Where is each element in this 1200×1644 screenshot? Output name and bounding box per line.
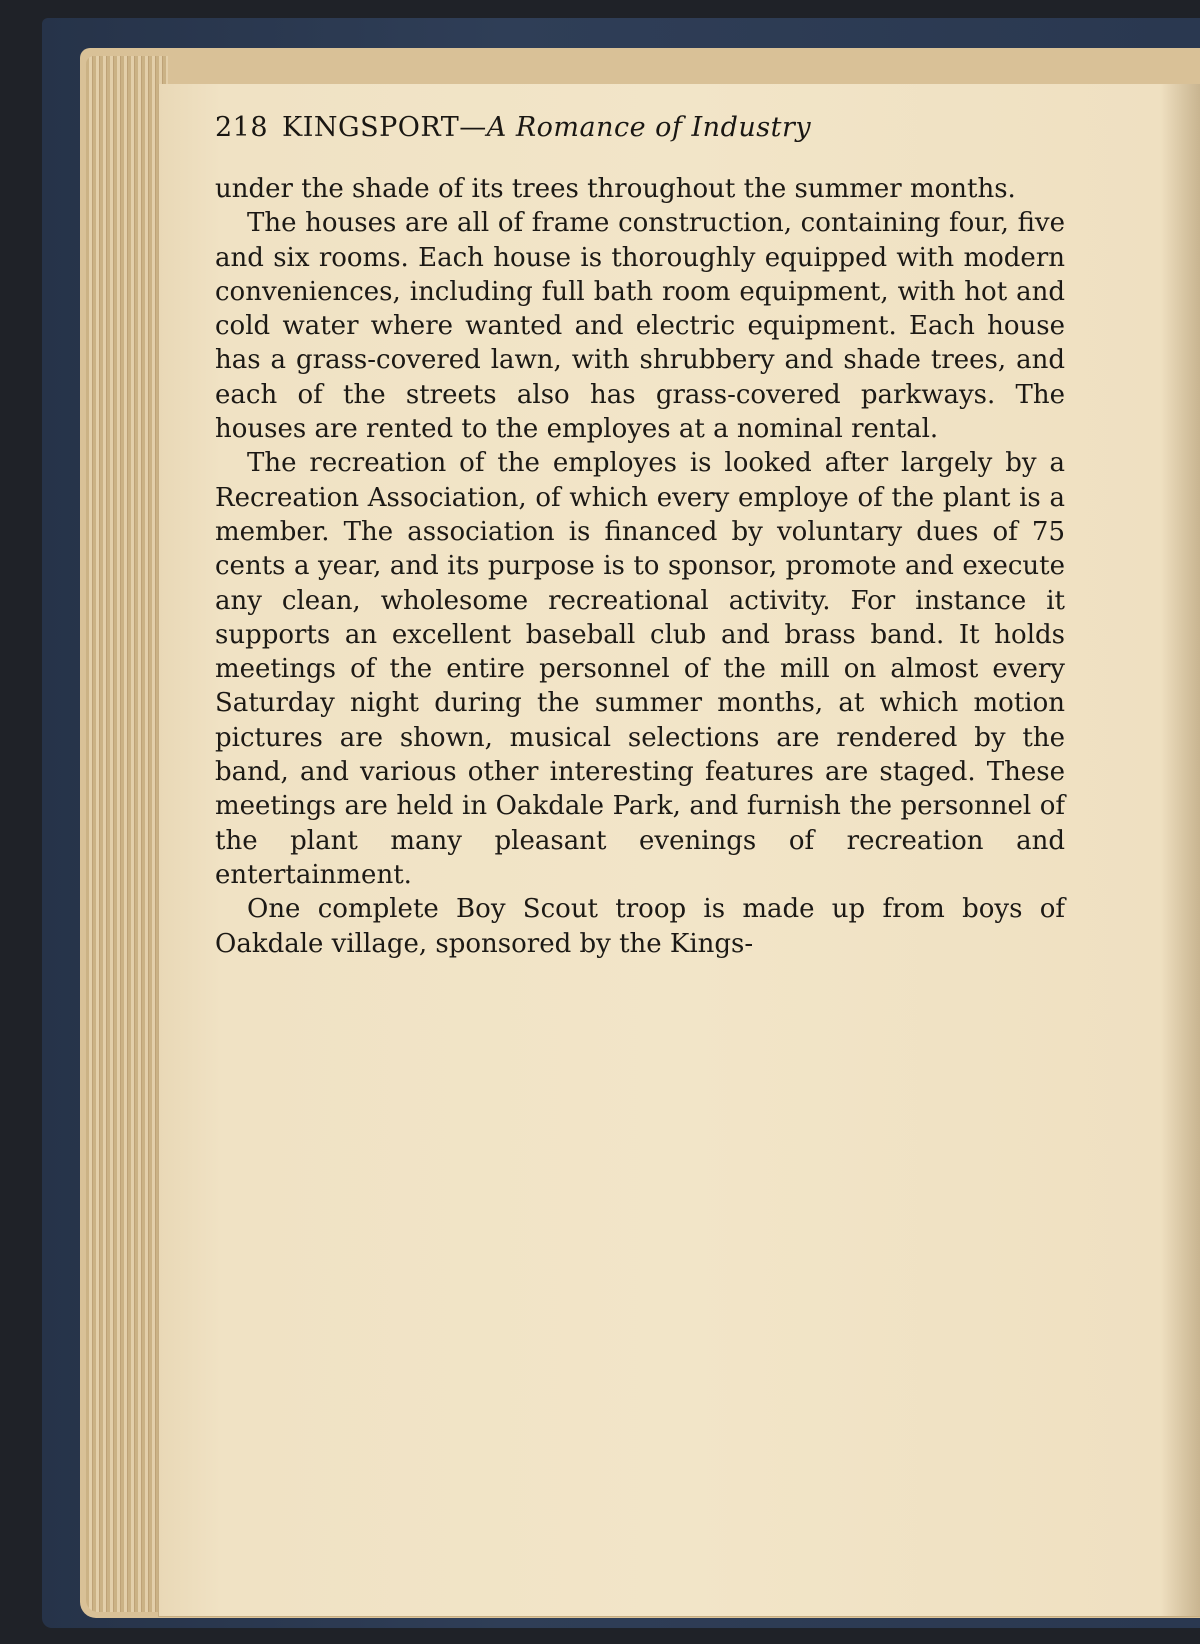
running-title: KINGSPORT— [282, 112, 487, 143]
page-edges [86, 56, 168, 1612]
paragraph-houses: The houses are all of frame construction, containing four, five and six rooms. Each house is thoroughly equipped with modern conveniences, including full bath room equipment, with hot and cold water where wanted and electric equipment. Each house has a grass-covered lawn, with shrubbery and shade trees, and each of the streets also has grass-covered parkways. The houses are rented to the employes at a nominal rental. [215, 208, 1065, 445]
paragraph-boy-scouts: One complete Boy Scout troop is made up from boys of Oakdale village, sponsored by the Kings- [215, 894, 1065, 959]
running-header [215, 112, 1035, 152]
running-subtitle: A Romance of Industry [486, 112, 812, 143]
paragraph-continued: under the shade of its trees throughout the summer months. [215, 174, 1016, 204]
paragraph-recreation: The recreation of the employes is looked after largely by a Recreation Association, of which every employe of the plant is a member. The association is financed by voluntary dues of 75 cents a year, and its purpose is to sponsor, promote and execute any clean, wholesome recreational activity. For instance it supports an excellent baseball club and brass band. It holds meetings of the entire personnel of the mill on almost every Saturday night during the summer months, at which motion pictures are shown, musical selections are rendered by the band, and various other interesting features are staged. These meetings are held in Oakdale Park, and furnish the personnel of the plant many pleasant evenings of recreation and entertainment. [215, 448, 1065, 890]
page-number: 218 [215, 112, 269, 143]
gutter-shadow [1161, 84, 1200, 1616]
body-text [215, 172, 1065, 961]
